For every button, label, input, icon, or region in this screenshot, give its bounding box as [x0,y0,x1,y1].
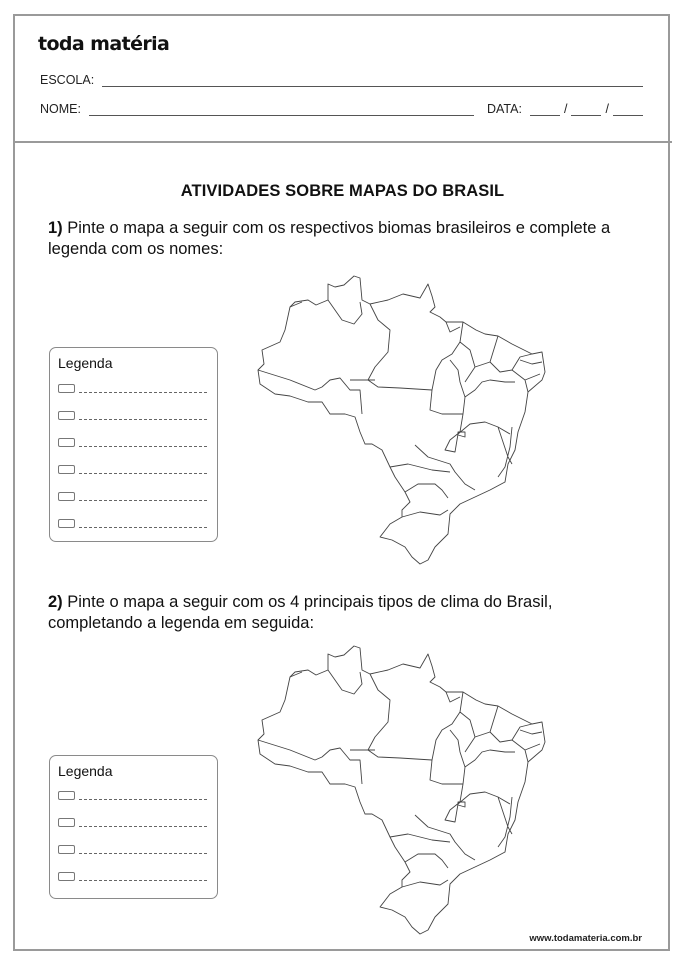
legend-item [58,791,207,800]
color-swatch[interactable] [58,818,75,827]
date-separator: / [563,102,568,116]
school-input-line[interactable] [102,74,643,87]
legend-item [58,818,207,827]
legend-box-1 [49,347,218,542]
date-year-line[interactable] [613,103,643,116]
question-number: 1) [48,219,63,237]
legend-title: Legenda [58,355,113,371]
legend-item [58,384,207,393]
legend-item [58,438,207,447]
school-field-row [40,73,643,87]
color-swatch[interactable] [58,872,75,881]
color-swatch[interactable] [58,438,75,447]
legend-answer-line[interactable] [79,412,207,420]
color-swatch[interactable] [58,465,75,474]
legend-answer-line[interactable] [79,792,207,800]
question-1 [48,218,648,260]
legend-item [58,845,207,854]
brazil-map-2[interactable] [250,642,560,942]
date-month-line[interactable] [571,103,601,116]
color-swatch[interactable] [58,384,75,393]
footer-url[interactable]: www.todamateria.com.br [529,933,642,944]
date-day-line[interactable] [530,103,560,116]
color-swatch[interactable] [58,492,75,501]
question-2 [48,592,648,634]
legend-item [58,519,207,528]
legend-answer-line[interactable] [79,439,207,447]
legend-item [58,872,207,881]
question-number: 2) [48,593,63,611]
header-divider [13,141,672,143]
question-text: Pinte o mapa a seguir com os respectivos biomas brasileiros e complete a legenda com os nomes: [48,219,611,258]
legend-answer-line[interactable] [79,466,207,474]
name-date-row [40,102,643,116]
brazil-map-1[interactable] [250,272,560,572]
name-label: NOME: [40,102,81,116]
legend-item [58,411,207,420]
brazil-outline [258,646,545,934]
date-label: DATA: [486,102,522,116]
color-swatch[interactable] [58,845,75,854]
legend-item [58,492,207,501]
legend-title: Legenda [58,763,113,779]
school-label: ESCOLA: [40,73,95,87]
legend-item [58,465,207,474]
question-text: Pinte o mapa a seguir com os 4 principais tipos de clima do Brasil, completando a legenda em seguida: [48,593,553,632]
date-separator: / [605,102,609,116]
legend-box-2 [49,755,218,899]
color-swatch[interactable] [58,519,75,528]
legend-answer-line[interactable] [79,493,207,501]
brazil-outline [258,276,545,564]
legend-answer-line[interactable] [79,873,207,881]
legend-answer-line[interactable] [79,385,207,393]
legend-answer-line[interactable] [79,520,207,528]
name-input-line[interactable] [89,103,474,116]
legend-answer-line[interactable] [79,819,207,827]
color-swatch[interactable] [58,411,75,420]
page-title: ATIVIDADES SOBRE MAPAS DO BRASIL [180,182,505,200]
legend-answer-line[interactable] [79,846,207,854]
logo: toda matéria [38,33,170,55]
color-swatch[interactable] [58,791,75,800]
